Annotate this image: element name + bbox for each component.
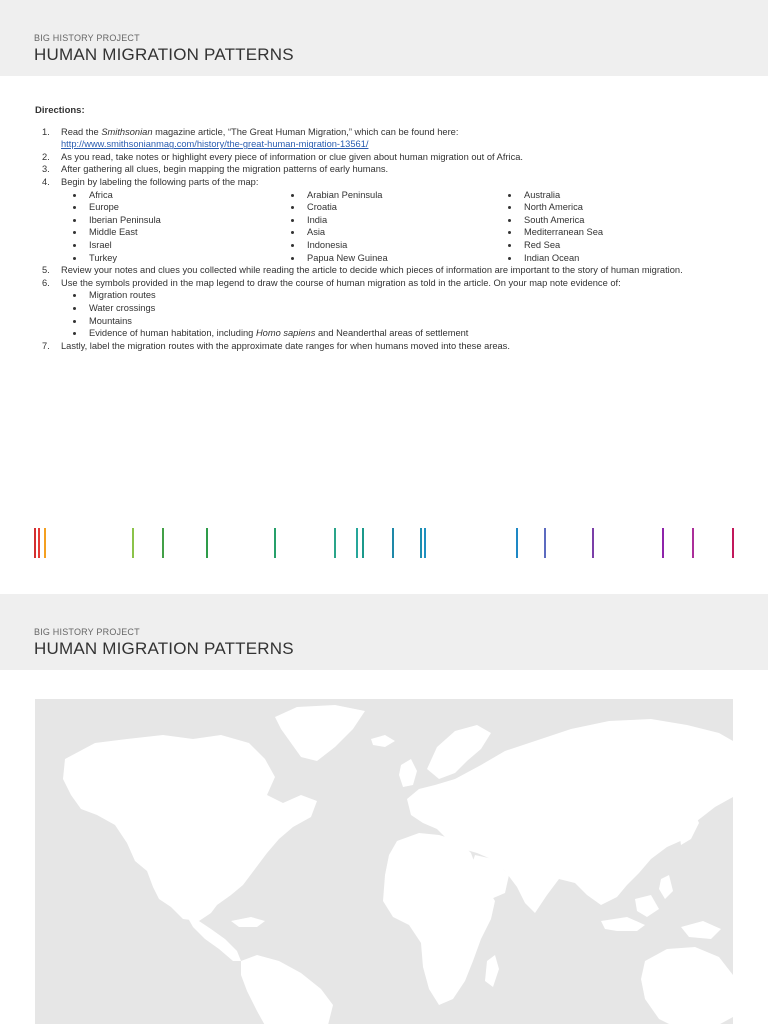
color-stripe	[34, 528, 36, 558]
color-stripe	[732, 528, 734, 558]
iceland-landmass	[371, 735, 395, 747]
indonesia-landmass	[601, 917, 645, 931]
color-stripe	[692, 528, 694, 558]
list-item: Africa	[61, 189, 279, 202]
step-3: 3. After gathering all clues, begin mapping the migration patterns of early humans.	[42, 164, 389, 175]
list-item: Middle East	[61, 226, 279, 239]
list-item: Asia	[279, 226, 496, 239]
directions-heading: Directions:	[35, 105, 85, 116]
north-america-landmass	[63, 735, 317, 921]
papua-new-guinea-landmass	[681, 921, 721, 939]
color-stripe	[662, 528, 664, 558]
worksheet-page-2	[0, 594, 768, 1024]
label-columns	[61, 189, 735, 265]
list-item: South America	[496, 214, 666, 227]
list-item: Red Sea	[496, 239, 666, 252]
color-stripe	[334, 528, 336, 558]
page-header	[0, 0, 768, 76]
label-column-3	[496, 189, 666, 265]
color-stripe	[206, 528, 208, 558]
page-title: HUMAN MIGRATION PATTERNS	[34, 45, 294, 64]
list-item: Iberian Peninsula	[61, 214, 279, 227]
central-america-landmass	[185, 913, 241, 961]
step-4: 4. Begin by labeling the following parts of the map: Africa Europe Iberian Peninsula Middle East Israel Turkey Arabian Peninsula Croatia India Asia Indonesia Papua New Guinea Australia North America South America Mediterranean Sea Red Sea Indian Ocean	[35, 176, 735, 264]
color-stripe	[516, 528, 518, 558]
color-stripe	[544, 528, 546, 558]
british-isles-landmass	[399, 759, 417, 787]
color-stripe	[420, 528, 422, 558]
color-stripe	[274, 528, 276, 558]
header-kicker: BIG HISTORY PROJECT	[34, 627, 140, 637]
color-stripe	[592, 528, 594, 558]
borneo-landmass	[635, 895, 659, 917]
australia-landmass	[641, 947, 733, 1024]
color-stripe-band	[0, 528, 768, 558]
list-item: Mediterranean Sea	[496, 226, 666, 239]
article-link[interactable]: http://www.smithsonianmag.com/history/the-great-human-migration-13561/	[61, 139, 369, 150]
color-stripe	[162, 528, 164, 558]
madagascar-landmass	[485, 955, 499, 987]
evidence-list	[61, 289, 735, 339]
step-6: 6. Use the symbols provided in the map legend to draw the course of human migration as told in the article. On your map note evidence of: Migration routes Water crossings Mountains Evidence of human habitation, including Homo sapiens and Neanderthal areas of settlement	[35, 277, 735, 340]
list-item: Indian Ocean	[496, 252, 666, 265]
list-item: North America	[496, 201, 666, 214]
label-column-2	[279, 189, 496, 265]
list-item: Water crossings	[61, 302, 735, 315]
color-stripe	[356, 528, 358, 558]
list-item: Evidence of human habitation, including Homo sapiens and Neanderthal areas of settlement	[61, 327, 735, 340]
page-header	[0, 594, 768, 670]
step-5: 5. Review your notes and clues you collected while reading the article to decide which pieces of information are important to the story of human migration.	[42, 265, 683, 276]
color-stripe	[424, 528, 426, 558]
world-map	[35, 699, 733, 1024]
step-7: 7. Lastly, label the migration routes with the approximate date ranges for when humans moved into these areas.	[42, 340, 510, 351]
step-2: 2. As you read, take notes or highlight every piece of information or clue given about human migration out of Africa.	[42, 151, 524, 162]
color-stripe	[392, 528, 394, 558]
color-stripe	[132, 528, 134, 558]
step-1: 1. Read the Smithsonian magazine article, “The Great Human Migration,” which can be found here: http://www.smithsonianmag.com/history/the-great-human-migration-13561/	[42, 126, 459, 150]
directions-section	[35, 105, 735, 352]
caribbean-landmass	[231, 917, 265, 927]
color-stripe	[44, 528, 46, 558]
header-kicker: BIG HISTORY PROJECT	[34, 33, 140, 43]
page-title: HUMAN MIGRATION PATTERNS	[34, 639, 294, 658]
list-item: Indonesia	[279, 239, 496, 252]
philippines-landmass	[659, 875, 673, 899]
list-item: India	[279, 214, 496, 227]
list-item: Croatia	[279, 201, 496, 214]
greenland-landmass	[275, 705, 365, 761]
list-item: Arabian Peninsula	[279, 189, 496, 202]
list-item: Papua New Guinea	[279, 252, 496, 265]
list-item: Europe	[61, 201, 279, 214]
list-item: Turkey	[61, 252, 279, 265]
label-column-1	[61, 189, 279, 265]
list-item: Migration routes	[61, 289, 735, 302]
color-stripe	[38, 528, 40, 558]
south-america-landmass	[241, 955, 333, 1024]
world-map-icon	[35, 699, 733, 1024]
list-item: Mountains	[61, 315, 735, 328]
color-stripe	[362, 528, 364, 558]
list-item: Israel	[61, 239, 279, 252]
directions-list	[35, 126, 735, 353]
list-item: Australia	[496, 189, 666, 202]
